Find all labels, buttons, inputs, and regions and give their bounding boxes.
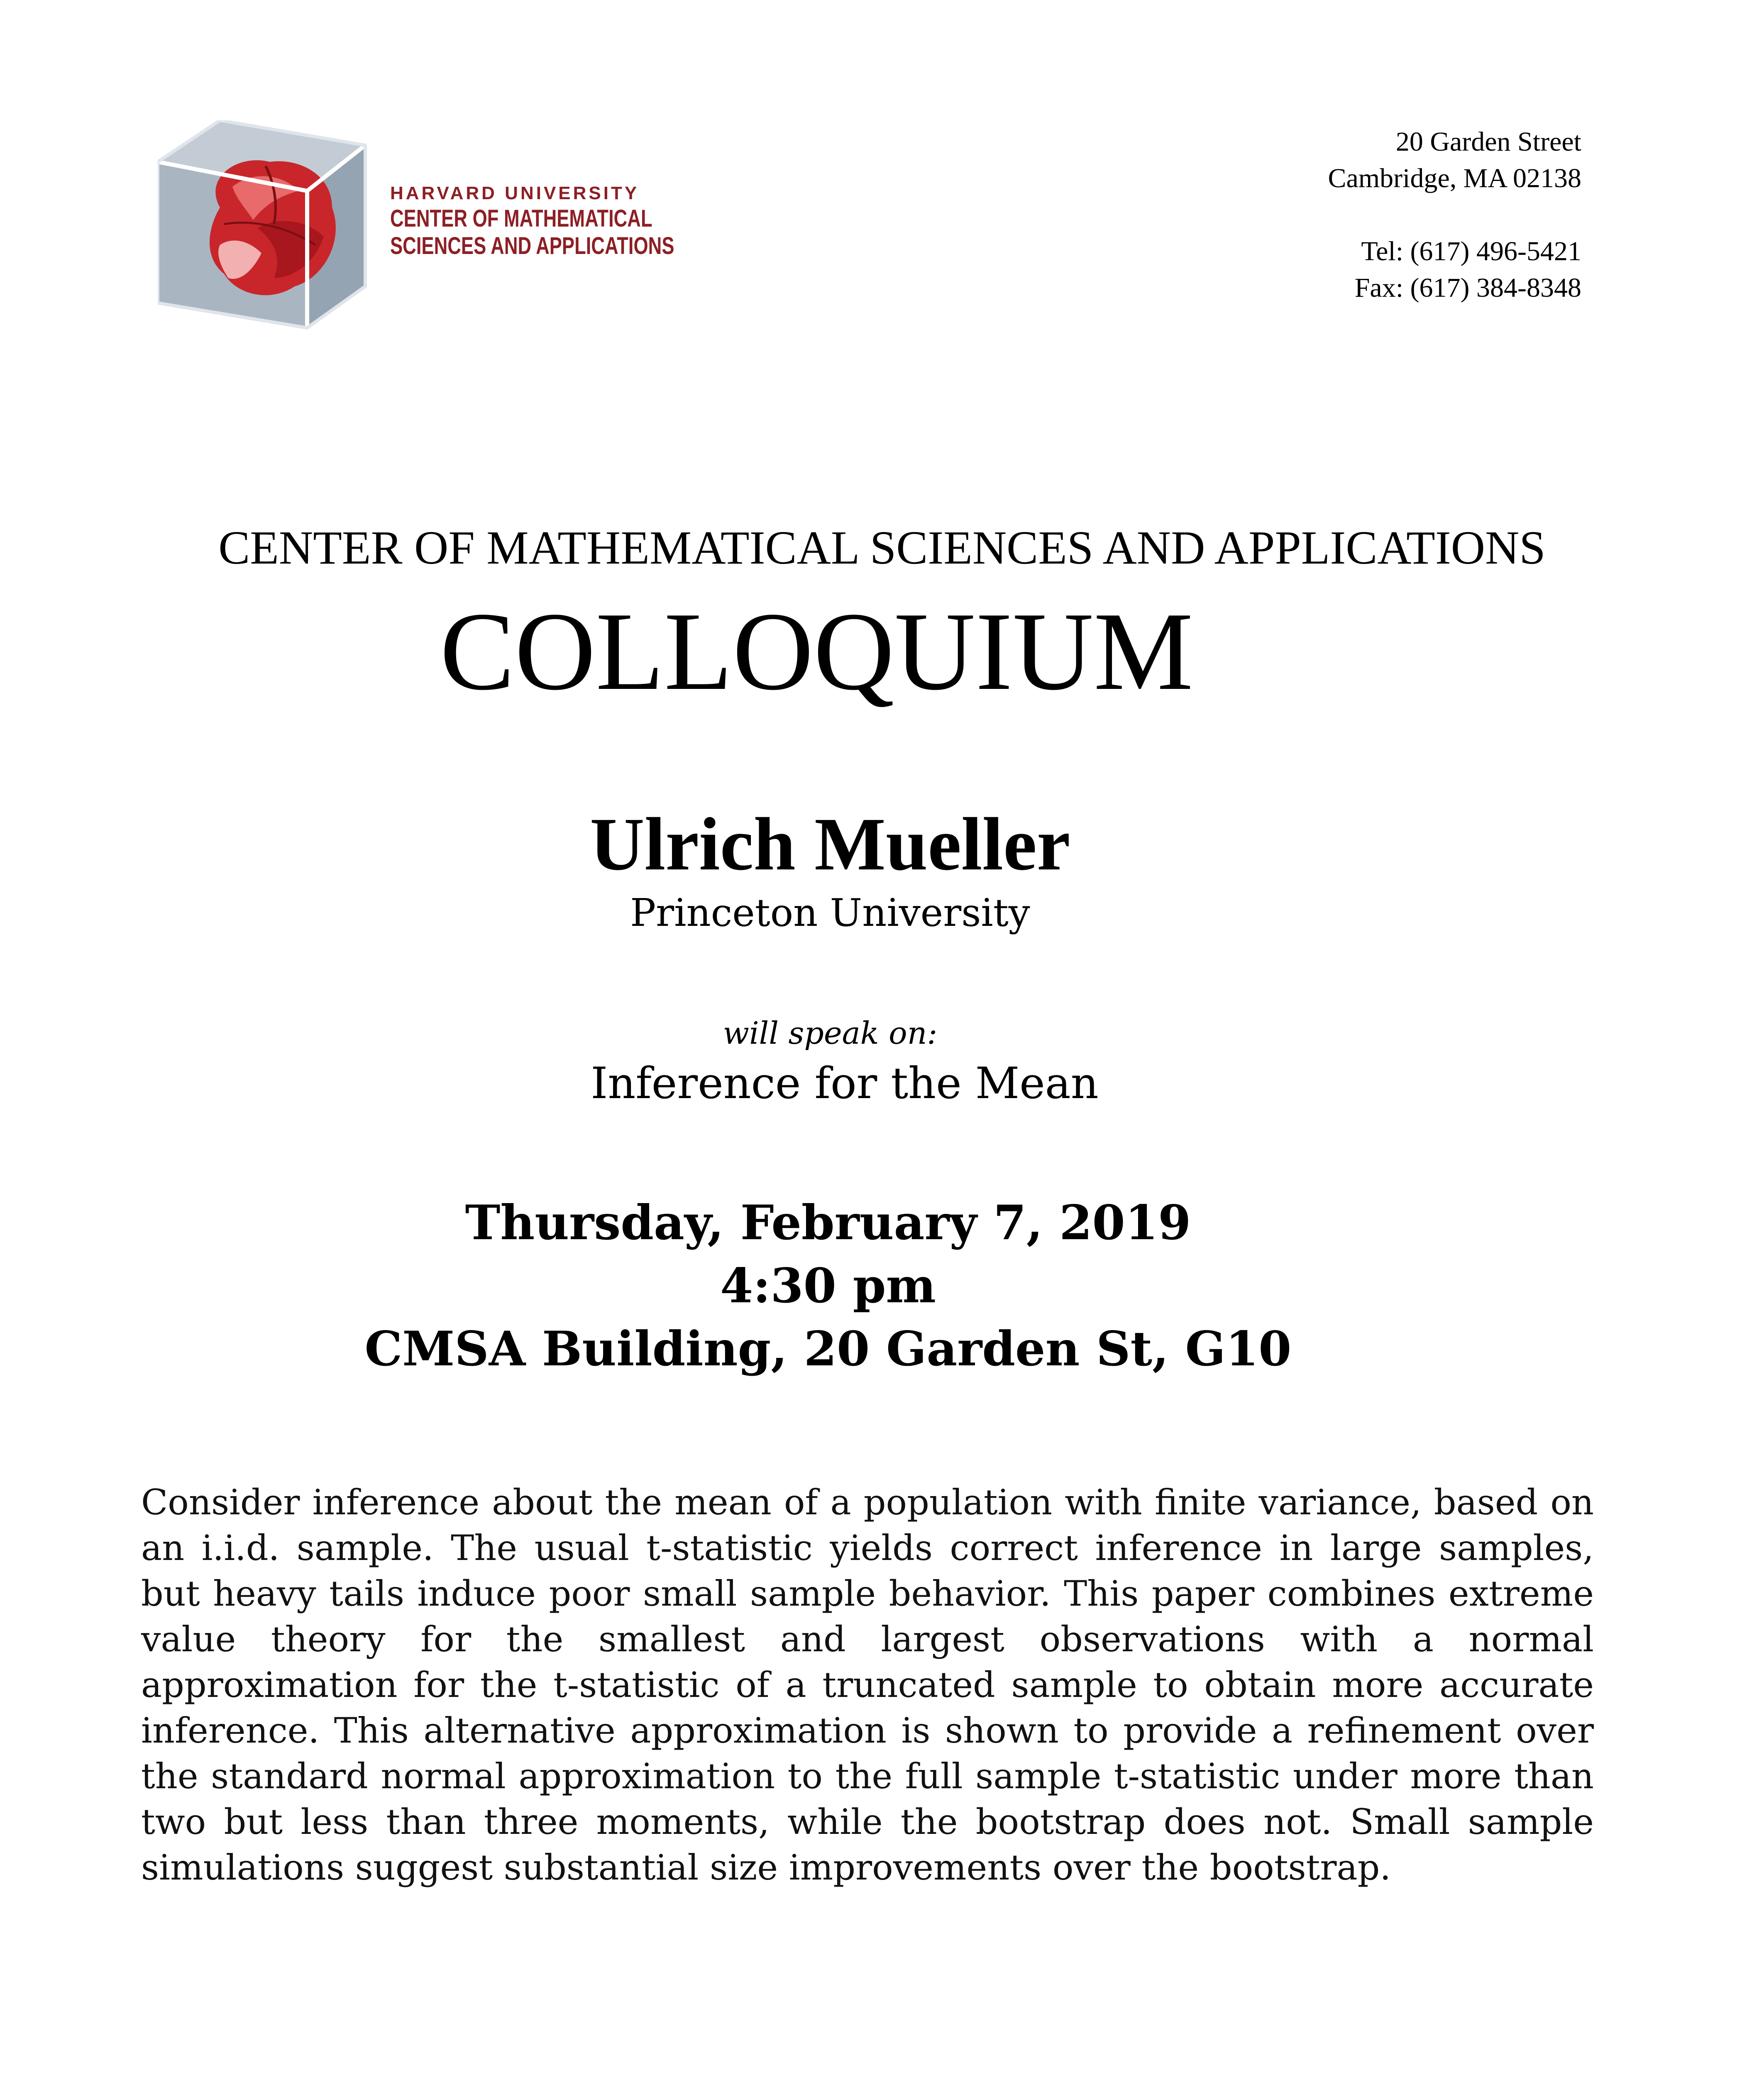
logo-line-university: HARVARD UNIVERSITY xyxy=(390,183,640,203)
event-type-heading: COLLOQUIUM xyxy=(440,589,1193,713)
center-name-heading: CENTER OF MATHEMATICAL SCIENCES AND APPLICATIONS xyxy=(218,521,1546,574)
address-city: Cambridge, MA 02138 xyxy=(1328,163,1581,193)
logo-wordmark xyxy=(390,182,755,260)
event-time: 4:30 pm xyxy=(720,1258,936,1313)
event-location: CMSA Building, 20 Garden St, G10 xyxy=(364,1321,1292,1377)
logo-line-sciences: SCIENCES AND APPLICATIONS xyxy=(390,232,674,259)
address-tel: Tel: (617) 496-5421 xyxy=(1361,236,1581,266)
event-details xyxy=(0,1191,1656,1380)
cube-logo-icon xyxy=(158,120,374,336)
logo-line-center: CENTER OF MATHEMATICAL xyxy=(390,205,652,232)
talk-intro: will speak on: xyxy=(723,1016,938,1051)
address-street: 20 Garden Street xyxy=(1395,127,1581,157)
address-spacer xyxy=(1328,197,1581,233)
address-fax: Fax: (617) 384-8348 xyxy=(1354,273,1581,303)
speaker-name: Ulrich Mueller xyxy=(590,803,1070,886)
event-date: Thursday, February 7, 2019 xyxy=(465,1195,1191,1250)
talk-title: Inference for the Mean xyxy=(591,1058,1099,1108)
cmsa-logo xyxy=(158,120,681,336)
abstract-text: Consider inference about the mean of a population with finite variance, based on an i.i.d. sample. The usual t-statistic yields correct inference in large samples, but heavy tails induce poor small sample behavior. This paper combines extreme value theory for the smallest and largest observations with a normal approximation for the t-statistic of a truncated sample to obtain more accurate inference. This alternative approximation is shown to provide a refinement over the standard normal approximation to the full sample t-statistic under more than two but less than three moments, while the bootstrap does not. Small sample simulations suggest substantial size improvements over the bootstrap. xyxy=(141,1482,1594,1888)
speaker-affiliation: Princeton University xyxy=(630,891,1030,935)
address-block xyxy=(1328,124,1581,306)
